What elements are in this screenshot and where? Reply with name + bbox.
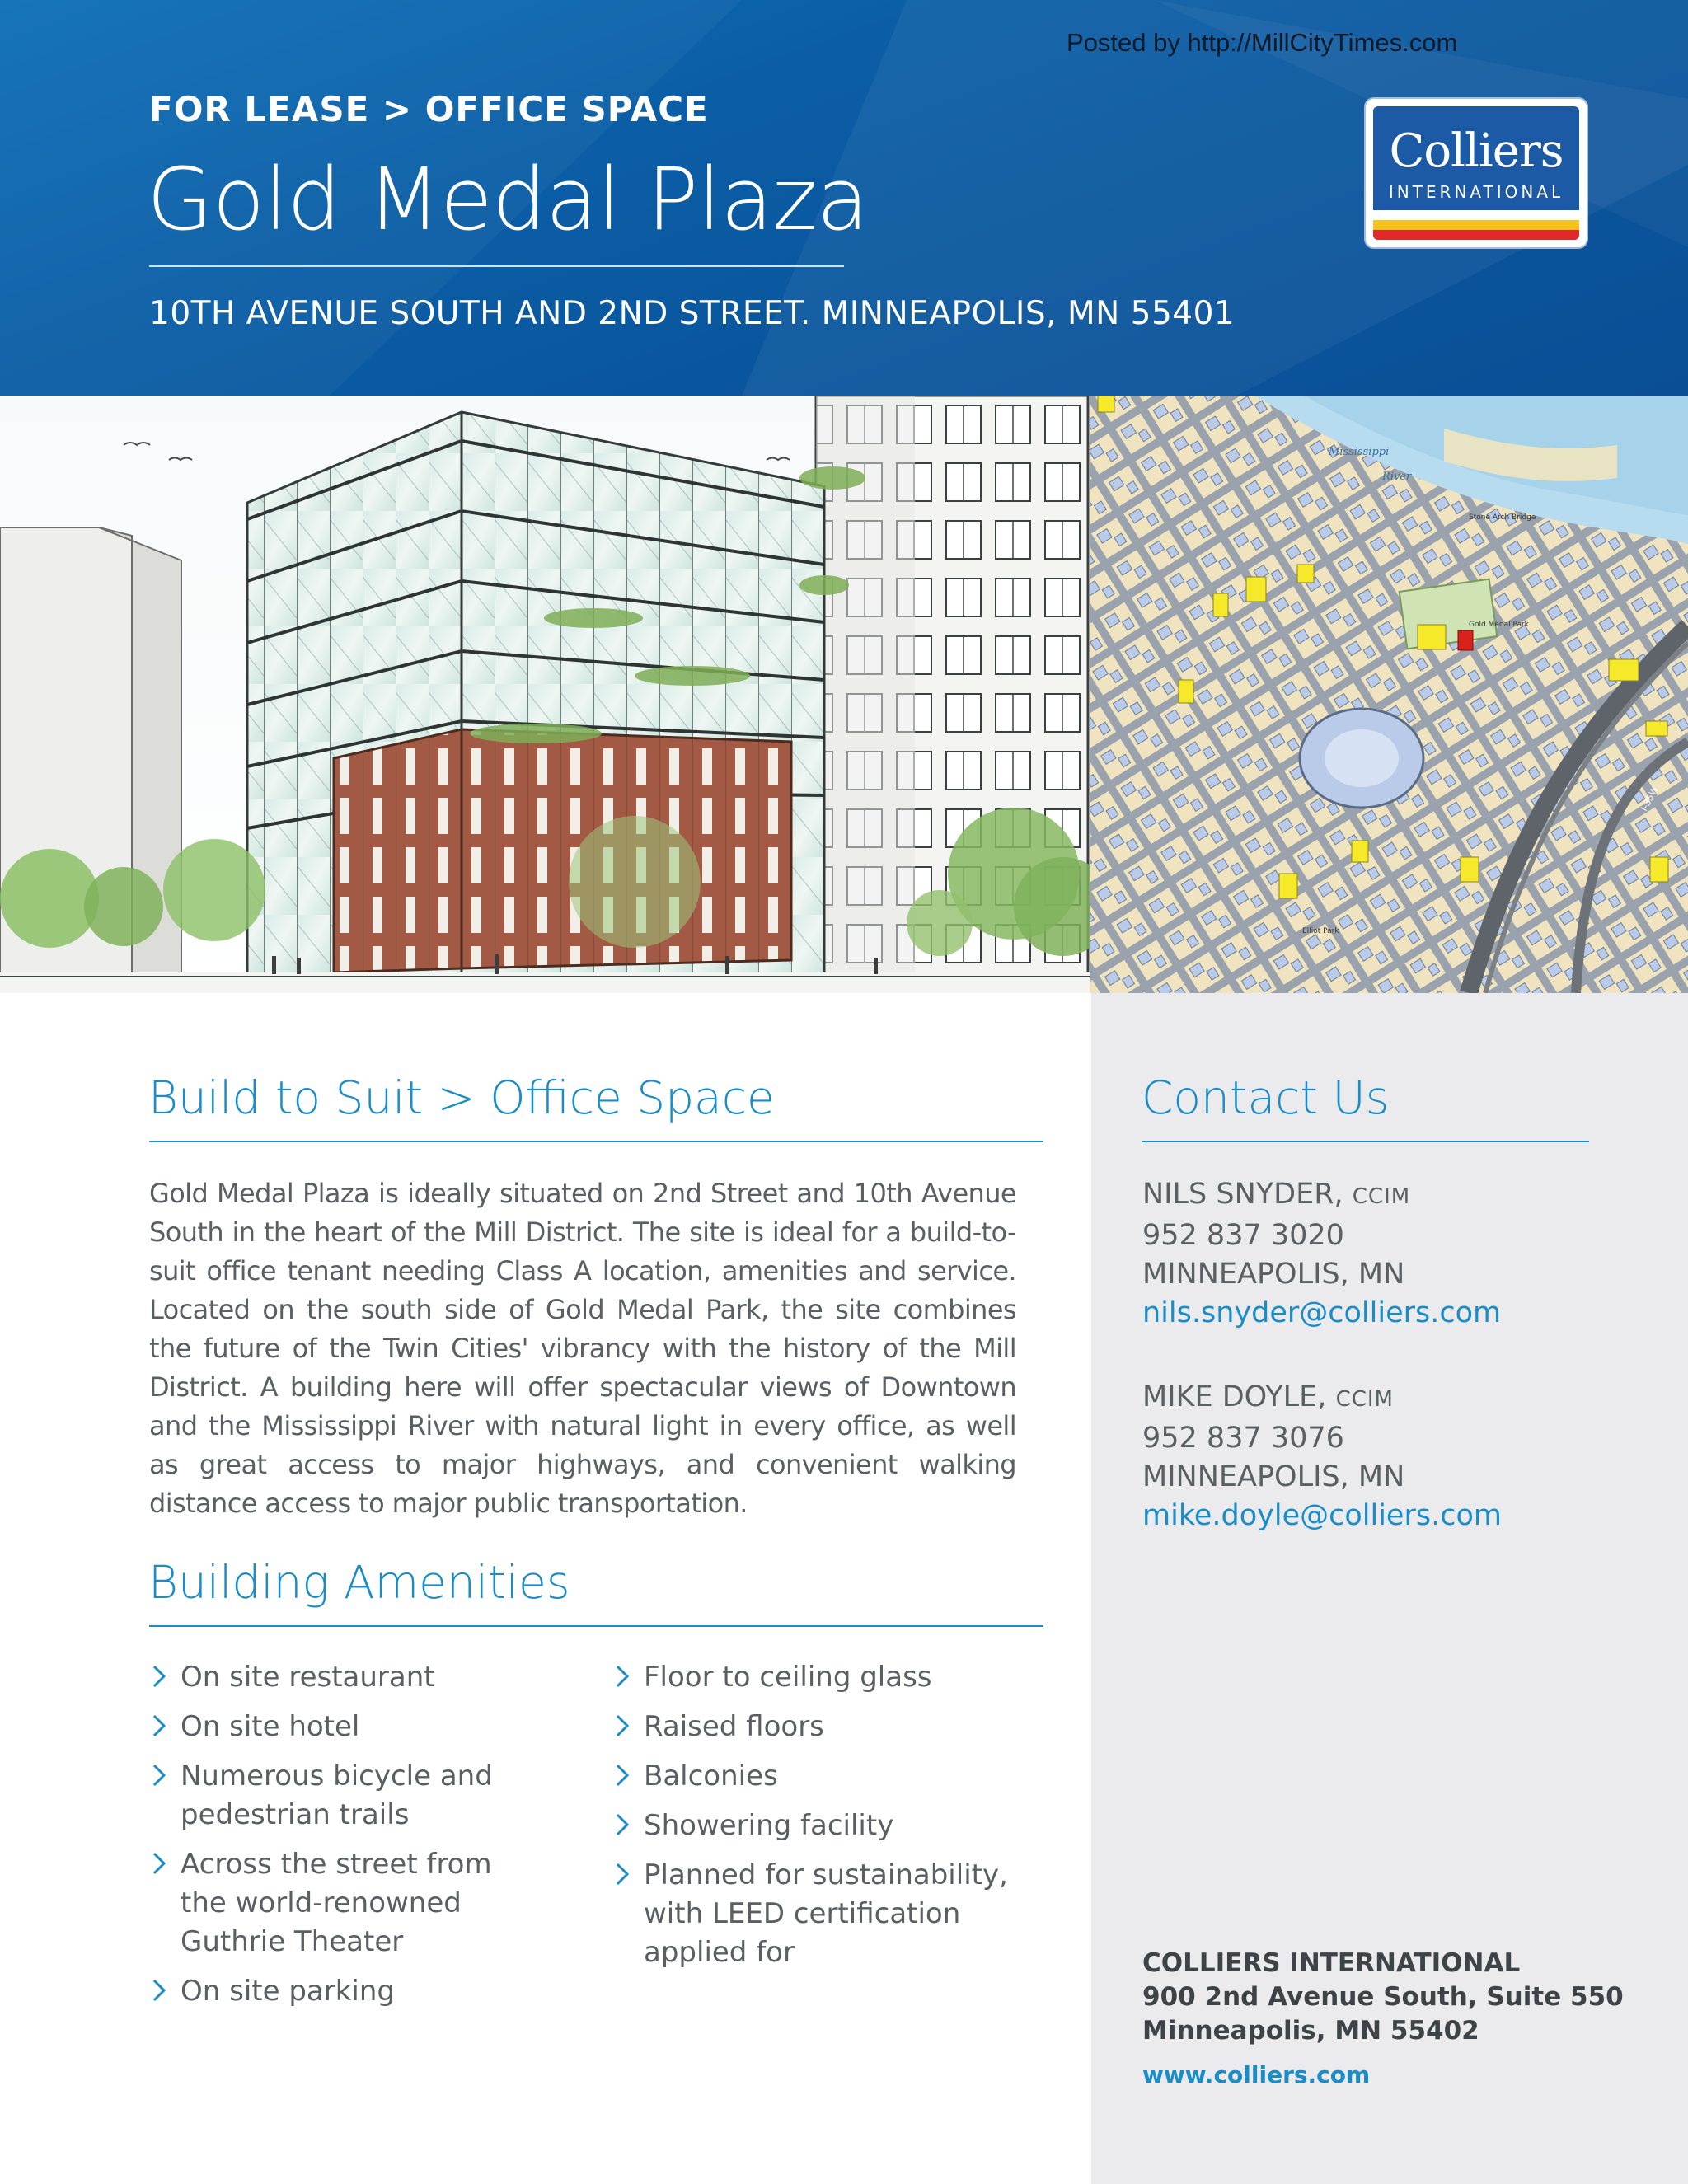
chevron-right-icon: [149, 1660, 169, 1693]
amenity-item: [612, 1757, 1041, 1796]
amenity-label: Planned for sustainability, with LEED certification applied for: [644, 1858, 1008, 1969]
amenity-label: Showering facility: [644, 1809, 894, 1842]
amenity-item: [612, 1658, 1041, 1697]
chevron-right-icon: [612, 1709, 632, 1742]
contact-city: MINNEAPOLIS, MN: [1142, 1460, 1405, 1493]
amenity-label: Across the street from the world-renowned Guthrie Theater: [181, 1848, 492, 1958]
amenity-label: On site hotel: [181, 1710, 360, 1743]
chevron-right-icon: [612, 1660, 632, 1693]
contact-name-line: [1142, 1378, 1502, 1419]
map-drawing: [1090, 396, 1688, 993]
contact-phone[interactable]: 952 837 3020: [1142, 1219, 1344, 1252]
logo-wordmark: Colliers: [1389, 124, 1564, 178]
site-map[interactable]: [1090, 396, 1688, 993]
logo-stripe-yellow: [1373, 220, 1579, 230]
chevron-right-icon: [149, 1974, 169, 2007]
amenity-label: Raised floors: [644, 1710, 824, 1743]
chevron-right-icon: [149, 1709, 169, 1742]
intro-divider: [149, 1141, 1043, 1142]
contact-card: [1142, 1175, 1501, 1333]
map-label-elliot: Elliot Park: [1302, 927, 1339, 935]
contact-city: MINNEAPOLIS, MN: [1142, 1258, 1405, 1291]
map-label-bridge: Stone Arch Bridge: [1469, 513, 1536, 522]
contact-email-link[interactable]: mike.doyle@colliers.com: [1142, 1499, 1502, 1532]
map-label-highway: I-35W: [1639, 784, 1661, 813]
amenity-item: [149, 1658, 545, 1697]
intro-paragraph: Gold Medal Plaza is ideally situated on 2nd Street and 10th Avenue South in the heart of the Mill District. The site is ideal for a build-to-suit office tenant needing Class A location, amenities and service. Located on the south side of Gold Medal Park, the site combines the future of the Twin Cities' vibrancy with the history of the Mill District. A building here will offer spectacular views of Downtown and the Mississippi River with natural light in every office, as well as great access to major highways, and convenient walking distance access to major public transportation.: [149, 1178, 1016, 1519]
contact-name-line: [1142, 1175, 1501, 1216]
breadcrumb: FOR LEASE > OFFICE SPACE: [149, 89, 709, 129]
chevron-right-icon: [612, 1808, 632, 1841]
chevron-right-icon: [612, 1759, 632, 1792]
posted-by-note: Posted by http://MillCityTimes.com: [1067, 28, 1458, 57]
logo-plate: [1373, 106, 1579, 240]
contact-name: MIKE DOYLE,: [1142, 1380, 1327, 1413]
amenities-list-right: [612, 1658, 1041, 1983]
amenities-divider: [149, 1625, 1043, 1627]
contact-divider: [1142, 1141, 1589, 1142]
office-street: 900 2nd Avenue South, Suite 550: [1142, 1982, 1624, 2012]
chevron-right-icon: [149, 1759, 169, 1792]
office-city: Minneapolis, MN 55402: [1142, 2016, 1479, 2046]
contact-card: [1142, 1378, 1502, 1535]
rendering-drawing: [0, 396, 1090, 993]
amenity-label: Numerous bicycle and pedestrian trails: [181, 1760, 493, 1831]
architectural-rendering: [0, 396, 1090, 993]
office-name: COLLIERS INTERNATIONAL: [1142, 1948, 1521, 1978]
logo-subline: INTERNATIONAL: [1388, 182, 1564, 202]
contact-phone[interactable]: 952 837 3076: [1142, 1422, 1344, 1455]
contact-heading: Contact Us: [1142, 1071, 1390, 1124]
contact-name: NILS SNYDER,: [1142, 1178, 1343, 1211]
colliers-logo[interactable]: [1366, 99, 1587, 247]
page-title: Gold Medal Plaza: [147, 149, 869, 250]
map-label-river-2: River: [1382, 471, 1412, 483]
contact-credential: CCIM: [1335, 1387, 1394, 1412]
amenity-label: Balconies: [644, 1760, 778, 1793]
map-label-park: Gold Medal Park: [1469, 621, 1529, 629]
amenity-label: On site parking: [181, 1975, 395, 2008]
logo-stripe-white: [1373, 210, 1579, 220]
amenity-item: [612, 1807, 1041, 1845]
amenity-item: [612, 1708, 1041, 1746]
chevron-right-icon: [149, 1847, 169, 1880]
title-divider: [149, 265, 844, 267]
chevron-right-icon: [612, 1858, 632, 1891]
amenity-item: [149, 1708, 545, 1746]
amenity-label: On site restaurant: [181, 1661, 435, 1694]
amenity-label: Floor to ceiling glass: [644, 1661, 932, 1694]
amenity-item: [149, 1757, 545, 1835]
amenity-item: [612, 1856, 1041, 1972]
property-address: 10TH AVENUE SOUTH AND 2ND STREET. MINNEAPOLIS, MN 55401: [149, 295, 1236, 332]
map-label-river-1: Mississippi: [1329, 446, 1390, 458]
logo-stripe-red: [1373, 230, 1579, 240]
amenities-list-left: [149, 1658, 545, 2022]
header-banner: [0, 0, 1688, 396]
website-link[interactable]: www.colliers.com: [1142, 2061, 1371, 2088]
amenity-item: [149, 1972, 545, 2011]
amenity-item: [149, 1845, 545, 1961]
intro-heading: Build to Suit > Office Space: [148, 1071, 775, 1124]
office-address: [1142, 1947, 1624, 2092]
contact-email-link[interactable]: nils.snyder@colliers.com: [1142, 1296, 1502, 1329]
amenities-heading: Building Amenities: [148, 1556, 570, 1609]
contact-credential: CCIM: [1352, 1184, 1411, 1209]
